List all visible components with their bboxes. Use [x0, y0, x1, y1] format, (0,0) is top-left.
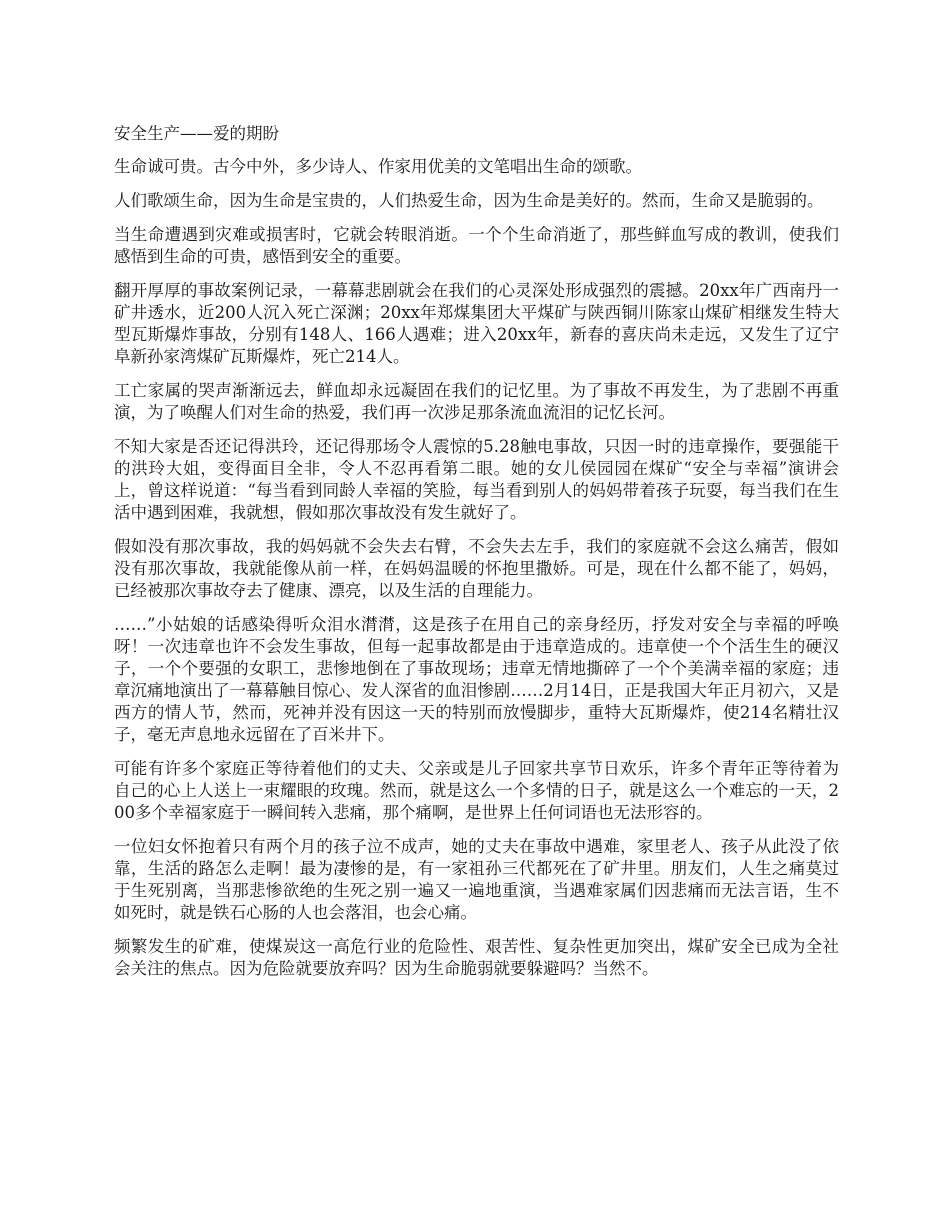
- paragraph: 频繁发生的矿难，使煤炭这一高危行业的危险性、艰苦性、复杂性更加突出，煤矿安全已成为全社会关注的焦点。因为危险就要放弃吗？因为生命脆弱就要躲避吗？当然不。: [114, 937, 839, 978]
- paragraph: 工亡家属的哭声渐渐远去，鲜血却永远凝固在我们的记忆里。为了事故不再发生，为了悲剧不再重演，为了唤醒人们对生命的热爱，我们再一次涉足那条流血流泪的记忆长河。: [114, 381, 839, 422]
- paragraph: 可能有许多个家庭正等待着他们的丈夫、父亲或是儿子回家共享节日欢乐，许多个青年正等待着为自己的心上人送上一束耀眼的玫瑰。然而，就是这么一个多情的日子，就是这么一个难忘的一天，200多个幸福家庭于一瞬间转入悲痛，那个痛啊，是世界上任何词语也无法形容的。: [114, 759, 839, 822]
- paragraph: 生命诚可贵。古今中外，多少诗人、作家用优美的文笔唱出生命的颂歌。: [114, 157, 642, 176]
- paragraph: ……”小姑娘的话感染得听众泪水潸潸，这是孩子在用自己的亲身经历，抒发对安全与幸福的呼唤呀！一次违章也许不会发生事故，但每一起事故都是由于违章造成的。违章使一个个活生生的硬汉子，一个个要强的女职工，悲惨地倒在了事故现场；违章无情地撕碎了一个个美满幸福的家庭；违章沉痛地演出了一幕幕触目惊心、发人深省的血泪惨剧……2月14日，正是我国大年正月初六，又是西方的情人节，然而，死神并没有因这一天的特别而放慢脚步，重特大瓦斯爆炸，使214名精壮汉子，毫无声息地永远留在了百米井下。: [114, 615, 839, 744]
- document-page: [114, 123, 839, 992]
- paragraph: 假如没有那次事故，我的妈妈就不会失去右臂，不会失去左手，我们的家庭就不会这么痛苦，假如没有那次事故，我就能像从前一样，在妈妈温暖的怀抱里撒娇。可是，现在什么都不能了，妈妈，已经被那次事故夺去了健康、漂亮，以及生活的自理能力。: [114, 537, 839, 600]
- paragraph: 一位妇女怀抱着只有两个月的孩子泣不成声，她的丈夫在事故中遇难，家里老人、孩子从此没了依靠，生活的路怎么走啊！最为凄惨的是，有一家祖孙三代都死在了矿井里。朋友们，人生之痛莫过于生死别离，当那悲惨欲绝的生死之别一遍又一遍地重演，当遇难家属们因悲痛而无法言语，生不如死时，就是铁石心肠的人也会落泪，也会心痛。: [114, 837, 839, 922]
- paragraph: 人们歌颂生命，因为生命是宝贵的，人们热爱生命，因为生命是美好的。然而，生命又是脆弱的。: [114, 191, 824, 210]
- paragraph: 不知大家是否还记得洪玲，还记得那场令人震惊的5.28触电事故，只因一时的违章操作，要强能干的洪玲大姐，变得面目全非，令人不忍再看第二眼。她的女儿侯园园在煤矿“安全与幸福”演讲会上，曾这样说道：“每当看到同龄人幸福的笑脸，每当看到别人的妈妈带着孩子玩耍，每当我们在生活中遇到困难，我就想，假如那次事故没有发生就好了。: [114, 437, 839, 522]
- document-title: 安全生产——爱的期盼: [114, 124, 279, 143]
- paragraph: 翻开厚厚的事故案例记录，一幕幕悲剧就会在我们的心灵深处形成强烈的震撼。20xx年广西南丹一矿井透水，近200人沉入死亡深渊；20xx年郑煤集团大平煤矿与陕西铜川陈家山煤矿相继发生特大型瓦斯爆炸事故，分别有148人、166人遇难；进入20xx年，新春的喜庆尚未走远，又发生了辽宁阜新孙家湾煤矿瓦斯爆炸，死亡214人。: [114, 281, 839, 366]
- paragraph: 当生命遭遇到灾难或损害时，它就会转眼消逝。一个个生命消逝了，那些鲜血写成的教训，使我们感悟到生命的可贵，感悟到安全的重要。: [114, 225, 839, 266]
